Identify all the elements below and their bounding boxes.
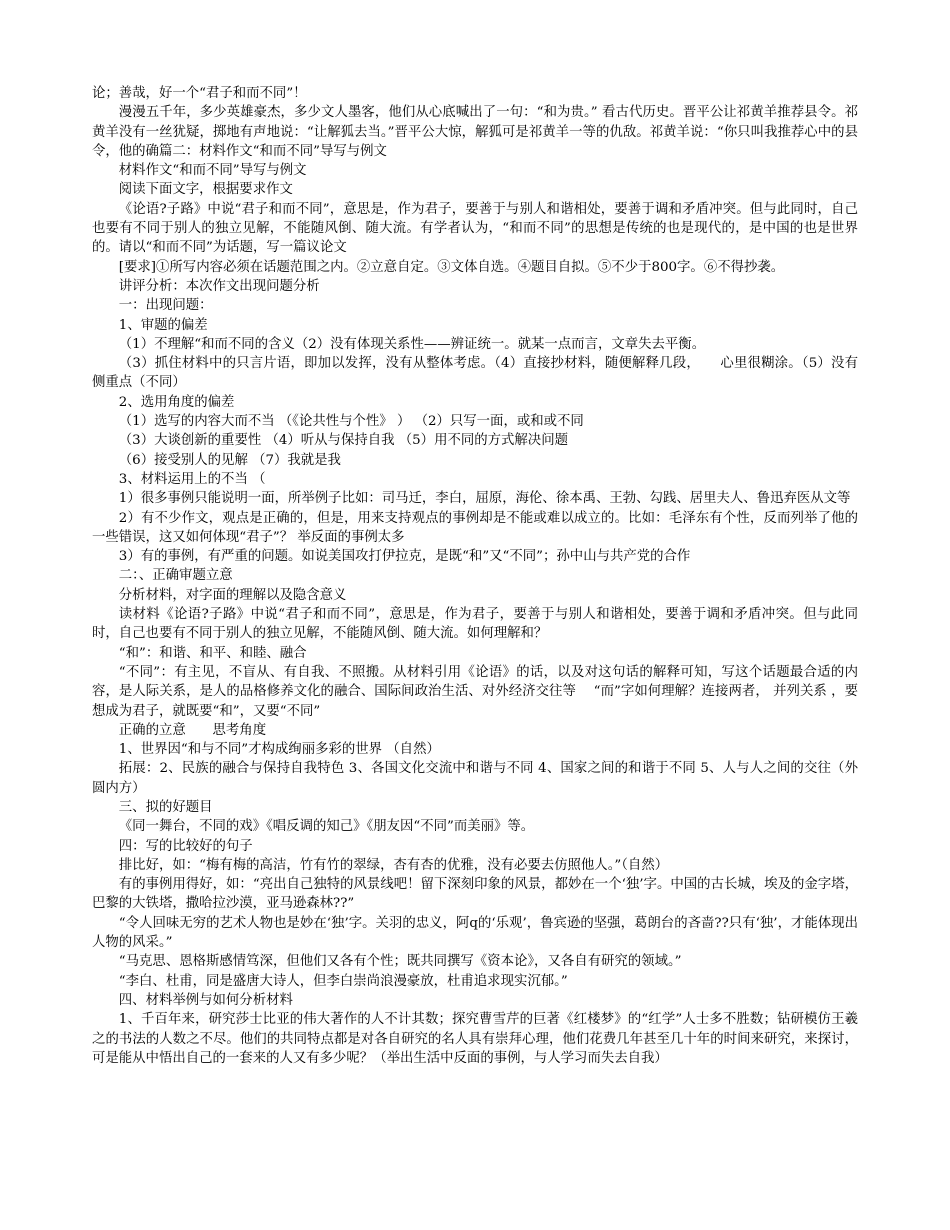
paragraph: 1）很多事例只能说明一面，所举例子比如：司马迁，李白，屈原，海伦、徐本禹、王勃、勾践、居里夫人、鲁迅弃医从文等 bbox=[118, 491, 851, 507]
paragraph: （3）抓住材料中的只言片语，即加以发挥，没有从整体考虑。（4）直接抄材料，随便解释几段， 心里很糊涂。（5）没有侧重点（不同） bbox=[92, 356, 858, 391]
paragraph: 分析材料，对字面的理解以及隐含意义 bbox=[118, 587, 347, 603]
paragraph: “和”：和谐、和平、和睦、融合 bbox=[118, 645, 307, 661]
paragraph: 讲评分析：本次作文出现问题分析 bbox=[118, 278, 320, 294]
paragraph: 2）有不少作文，观点是正确的，但是，用来支持观点的事例却是不能或难以成立的。比如：毛泽东有个性，反而列举了他的一些错误，这又如何体现“君子”？ 举反面的事例太多 bbox=[92, 510, 858, 545]
paragraph: 四、材料举例与如何分析材料 bbox=[118, 992, 293, 1008]
paragraph: 2、选用角度的偏差 bbox=[118, 394, 235, 410]
paragraph: 读材料《论语?子路》中说“君子和而不同”，意思是，作为君子，要善于与别人和谐相处，要善于调和矛盾冲突。但与此同时，自己也要有不同于别人的独立见解，不能随风倒、随大流。如何理解和？ bbox=[92, 607, 858, 642]
paragraph: 有的事例用得好，如：“亮出自己独特的风景线吧！留下深刻印象的风景，都妙在一个‘独’字。中国的古长城，埃及的金字塔，巴黎的大铁塔，撒哈拉沙漠，亚马逊森林??” bbox=[92, 877, 858, 912]
paragraph: 正确的立意 思考角度 bbox=[118, 722, 267, 738]
paragraph: 排比好，如：“梅有梅的高洁，竹有竹的翠绿，杏有杏的优雅，没有必要去仿照他人。”（自然） bbox=[118, 857, 669, 873]
paragraph: 拓展：2、民族的融合与保持自我特色 3、各国文化交流中和谐与不同 4、国家之间的和谐于不同 5、人与人之间的交往（外圆内方） bbox=[92, 761, 858, 796]
paragraph: 四：写的比较好的句子 bbox=[118, 838, 253, 854]
document-body bbox=[92, 84, 858, 1068]
paragraph: 《论语?子路》中说“君子和而不同”，意思是，作为君子，要善于与别人和谐相处，要善于调和矛盾冲突。但与此同时，自己也要有不同于别人的独立见解，不能随风倒、随大流。有学者认为，“和而不同”的思想是传统的也是现代的，是中国的也是世界的。请以“和而不同”为话题，写一篇议论文 bbox=[92, 201, 858, 256]
paragraph: “马克思、恩格斯感情笃深，但他们又各有个性；既共同撰写《资本论》，又各自有研究的领域。” bbox=[118, 954, 682, 970]
paragraph: “不同”：有主见，不盲从、有自我、不照搬。从材料引用《论语》的话，以及对这句话的解释可知，写这个话题最合适的内容，是人际关系，是人的品格修养文化的融合、国际间政治生活、对外经济交往等 “而”字如何理解？连接两者， 并列关系 ，要想成为君子，就既要“和”，又要“不同” bbox=[92, 664, 858, 719]
paragraph: 3）有的事例，有严重的问题。如说美国攻打伊拉克，是既“和”又“不同”；孙中山与共产党的合作 bbox=[118, 549, 691, 565]
paragraph: 材料作文“和而不同”导写与例文 bbox=[118, 163, 307, 179]
paragraph: （6）接受别人的见解 （7）我就是我 bbox=[118, 452, 341, 468]
paragraph: 二：、正确审题立意 bbox=[118, 568, 233, 584]
paragraph: 阅读下面文字，根据要求作文 bbox=[118, 182, 293, 198]
paragraph: （1）选写的内容大而不当 （《论共性与个性》 ） （2）只写一面，或和或不同 bbox=[118, 414, 584, 430]
paragraph: 论；善哉，好一个“君子和而不同”！ bbox=[92, 86, 307, 101]
paragraph: “李白、杜甫，同是盛唐大诗人，但李白崇尚浪漫豪放，杜甫追求现实沉郁。” bbox=[118, 973, 568, 989]
paragraph: 1、世界因“和与不同”才构成绚丽多彩的世界 （自然） bbox=[118, 742, 440, 758]
paragraph: （1）不理解“和而不同的含义（2）没有体现关系性——辨证统一。就某一点而言，文章失去平衡。 bbox=[118, 336, 706, 352]
paragraph: 1、千百年来，研究莎士比亚的伟大著作的人不计其数；探究曹雪芹的巨著《红楼梦》的“红学”人士多不胜数；钻研模仿王羲之的书法的人数之不尽。他们的共同特点都是对各自研究的名人具有崇拜心理，他们花费几年甚至几十年的时间来研究，来探讨，可是能从中悟出自己的一套来的人又有多少呢？（举出生活中反面的事例，与人学习而失去自我） bbox=[92, 1012, 858, 1066]
paragraph: 3、材料运用上的不当 （ bbox=[118, 471, 266, 487]
paragraph: 《同一舞台，不同的戏》《唱反调的知己》《朋友因“不同”而美丽》等。 bbox=[118, 819, 535, 835]
paragraph: 一：出现问题： bbox=[118, 298, 213, 314]
paragraph: 1、审题的偏差 bbox=[118, 317, 208, 333]
paragraph: [要求]①所写内容必须在话题范围之内。②立意自定。③文体自选。④题目自拟。⑤不少于800字。⑥不得抄袭。 bbox=[118, 259, 785, 275]
paragraph: 漫漫五千年，多少英雄豪杰，多少文人墨客，他们从心底喊出了一句：“和为贵。” 看古代历史。晋平公让祁黄羊推荐县令。祁黄羊没有一丝犹疑，掷地有声地说：“让解狐去当。”晋平公大惊，解狐可是祁黄羊一等的仇敌。祁黄羊说：“你只叫我推荐心中的县令，他的确篇二：材料作文“和而不同”导写与例文 bbox=[92, 105, 858, 159]
paragraph: 三、拟的好题目 bbox=[118, 799, 213, 815]
paragraph: （3）大谈创新的重要性 （4）听从与保持自我 （5）用不同的方式解决问题 bbox=[118, 433, 568, 449]
paragraph: “令人回味无穷的艺术人物也是妙在‘独’字。关羽的忠义，阿q的‘乐观’，鲁宾逊的坚强，葛朗台的吝啬??只有‘独’，才能体现出人物的风采。” bbox=[92, 915, 858, 951]
